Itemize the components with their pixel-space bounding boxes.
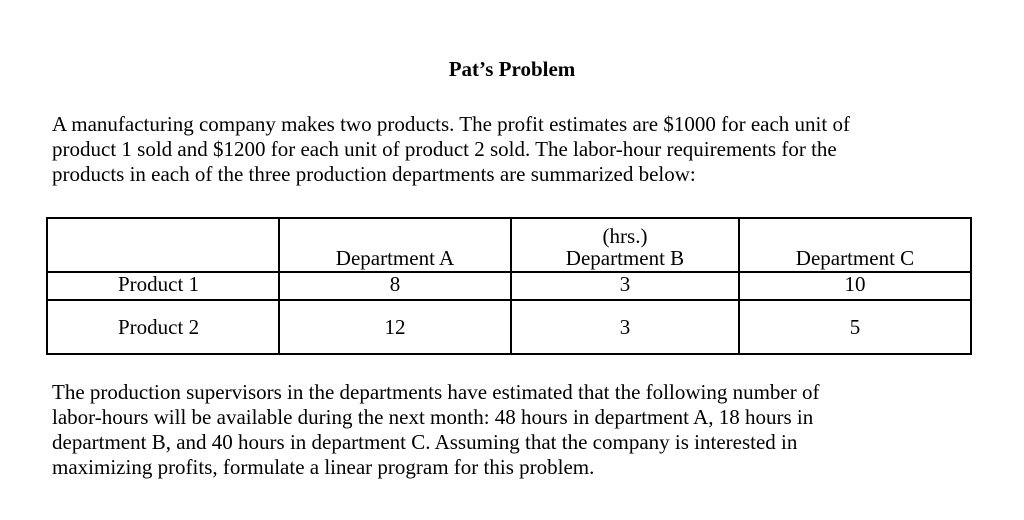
- table-cell: 10: [739, 272, 971, 300]
- column-header-department-b: [511, 218, 739, 272]
- table-cell: 3: [511, 300, 739, 354]
- table-cell: 8: [279, 272, 511, 300]
- table-header-row: [47, 218, 971, 272]
- unit-label: (hrs.): [602, 224, 648, 248]
- closing-line: labor-hours will be available during the next month: 48 hours in department A, 18 hours in: [52, 405, 814, 429]
- page-title: Pat’s Problem: [448, 57, 576, 81]
- closing-line: The production supervisors in the departments have estimated that the following number of: [52, 380, 820, 404]
- column-header-department-a: Department A: [279, 218, 511, 272]
- row-label-product-2: Product 2: [47, 300, 279, 354]
- table-cell: 3: [511, 272, 739, 300]
- table-cell: 12: [279, 300, 511, 354]
- labor-hours-table: [46, 217, 972, 355]
- intro-line: products in each of the three production departments are summarized below:: [52, 162, 696, 186]
- intro-line: product 1 sold and $1200 for each unit of product 2 sold. The labor-hour requirements for the: [52, 137, 837, 161]
- table-cell: 5: [739, 300, 971, 354]
- closing-line: maximizing profits, formulate a linear program for this problem.: [52, 455, 595, 479]
- intro-line: A manufacturing company makes two products. The profit estimates are $1000 for each unit of: [52, 112, 850, 136]
- closing-paragraph: [52, 380, 819, 480]
- table-row: [47, 300, 971, 354]
- closing-line: department B, and 40 hours in department C. Assuming that the company is interested in: [52, 430, 798, 454]
- intro-paragraph: [52, 112, 850, 187]
- column-header-label: Department B: [565, 246, 685, 270]
- row-label-product-1: Product 1: [47, 272, 279, 300]
- table-corner-cell: [47, 218, 279, 272]
- table-row: [47, 272, 971, 300]
- column-header-department-c: Department C: [739, 218, 971, 272]
